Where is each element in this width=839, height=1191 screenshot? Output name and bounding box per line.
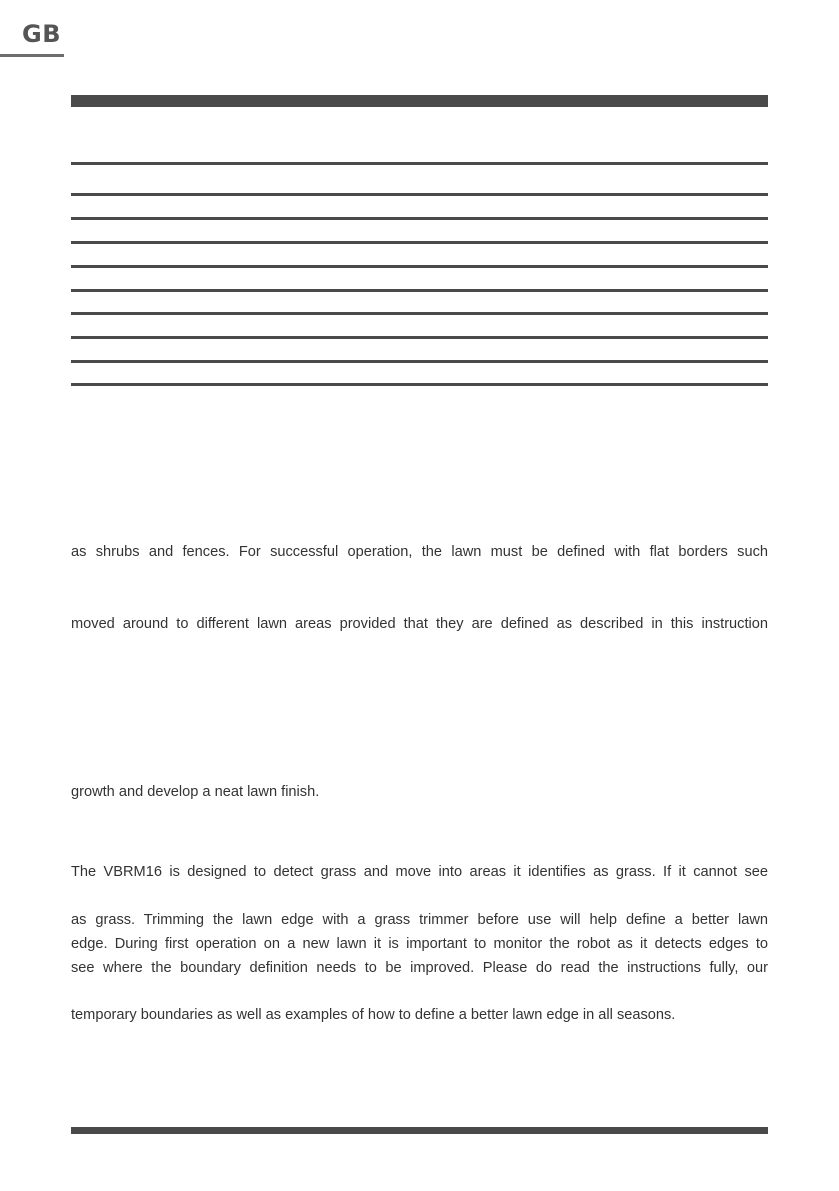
body-text-line: see where the boundary definition needs to be improved. Please do read the instructions fully, our: [71, 960, 768, 976]
body-text-line: temporary boundaries as well as examples of how to define a better lawn edge in all seasons.: [71, 1007, 676, 1023]
table-rule: [71, 360, 768, 363]
body-text-line: moved around to different lawn areas provided that they are defined as described in this instruction: [71, 616, 768, 632]
table-rule: [71, 217, 768, 220]
table-rule: [71, 289, 768, 292]
table-rule: [71, 336, 768, 339]
body-text-line: edge. During first operation on a new lawn it is important to monitor the robot as it detects edges to: [71, 936, 768, 952]
body-text-line: as shrubs and fences. For successful operation, the lawn must be defined with flat borders such: [71, 544, 768, 560]
table-rule: [71, 312, 768, 315]
body-text-line: as grass. Trimming the lawn edge with a grass trimmer before use will help define a better lawn: [71, 912, 768, 928]
table-rule: [71, 383, 768, 386]
body-text-line: The VBRM16 is designed to detect grass and move into areas it identifies as grass. If it cannot see: [71, 864, 768, 880]
table-rule: [71, 265, 768, 268]
table-rule: [71, 193, 768, 196]
footer-bar: [71, 1127, 768, 1134]
table-rule: [71, 241, 768, 244]
table-rule: [71, 162, 768, 165]
header-bar: [71, 95, 768, 107]
language-tab-underline: [0, 54, 64, 57]
language-tab: [0, 8, 64, 54]
body-text-line: growth and develop a neat lawn finish.: [71, 784, 320, 800]
language-label: GB: [22, 20, 61, 48]
